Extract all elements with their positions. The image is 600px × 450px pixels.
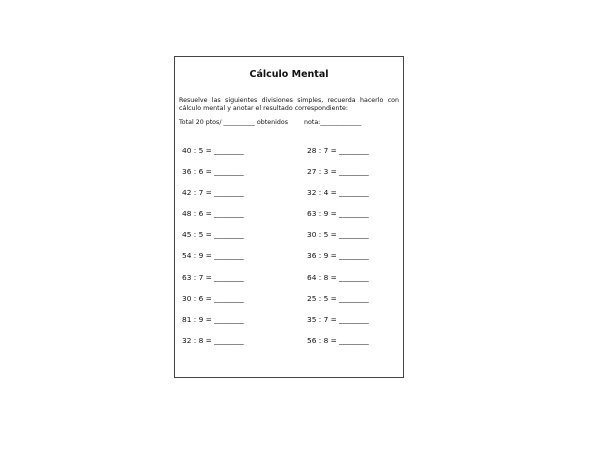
division-problem: 28 : 7 = ________ [307, 146, 369, 155]
worksheet-instructions: Resuelve las siguientes divisiones simples, recuerda hacerlo con cálculo mental y anotar el resultado correspondiente: [179, 97, 399, 113]
worksheet-page [174, 56, 404, 378]
division-problem: 32 : 4 = ________ [307, 188, 369, 198]
division-problem: 48 : 6 = ________ [182, 209, 244, 219]
division-problem: 42 : 7 = ________ [182, 188, 244, 198]
division-problem: 36 : 6 = ________ [182, 167, 244, 177]
division-problem: 40 : 5 = ________ [182, 146, 244, 155]
division-problem: 36 : 9 = ________ [307, 251, 369, 261]
division-problem: 63 : 7 = ________ [182, 272, 244, 282]
division-problem: 30 : 5 = ________ [307, 230, 369, 240]
score-line: Total 20 ptos/ __________ obtenidos nota:_____________ [179, 119, 362, 126]
division-problem: 32 : 8 = ________ [182, 335, 244, 345]
division-problem: 56 : 8 = ________ [307, 335, 369, 345]
division-problem: 30 : 6 = ________ [182, 293, 244, 303]
division-problem: 64 : 8 = ________ [307, 272, 369, 282]
division-problem: 45 : 5 = ________ [182, 230, 244, 240]
worksheet-title: Cálculo Mental [249, 69, 329, 80]
division-problem: 35 : 7 = ________ [307, 314, 369, 324]
division-problem: 27 : 3 = ________ [307, 167, 369, 177]
division-problem: 54 : 9 = ________ [182, 251, 244, 261]
division-problem: 25 : 5 = ________ [307, 293, 369, 303]
division-problem: 63 : 9 = ________ [307, 209, 369, 219]
division-problem: 81 : 9 = ________ [182, 314, 244, 324]
left-problem-column [182, 146, 282, 357]
right-problem-column [307, 146, 407, 357]
